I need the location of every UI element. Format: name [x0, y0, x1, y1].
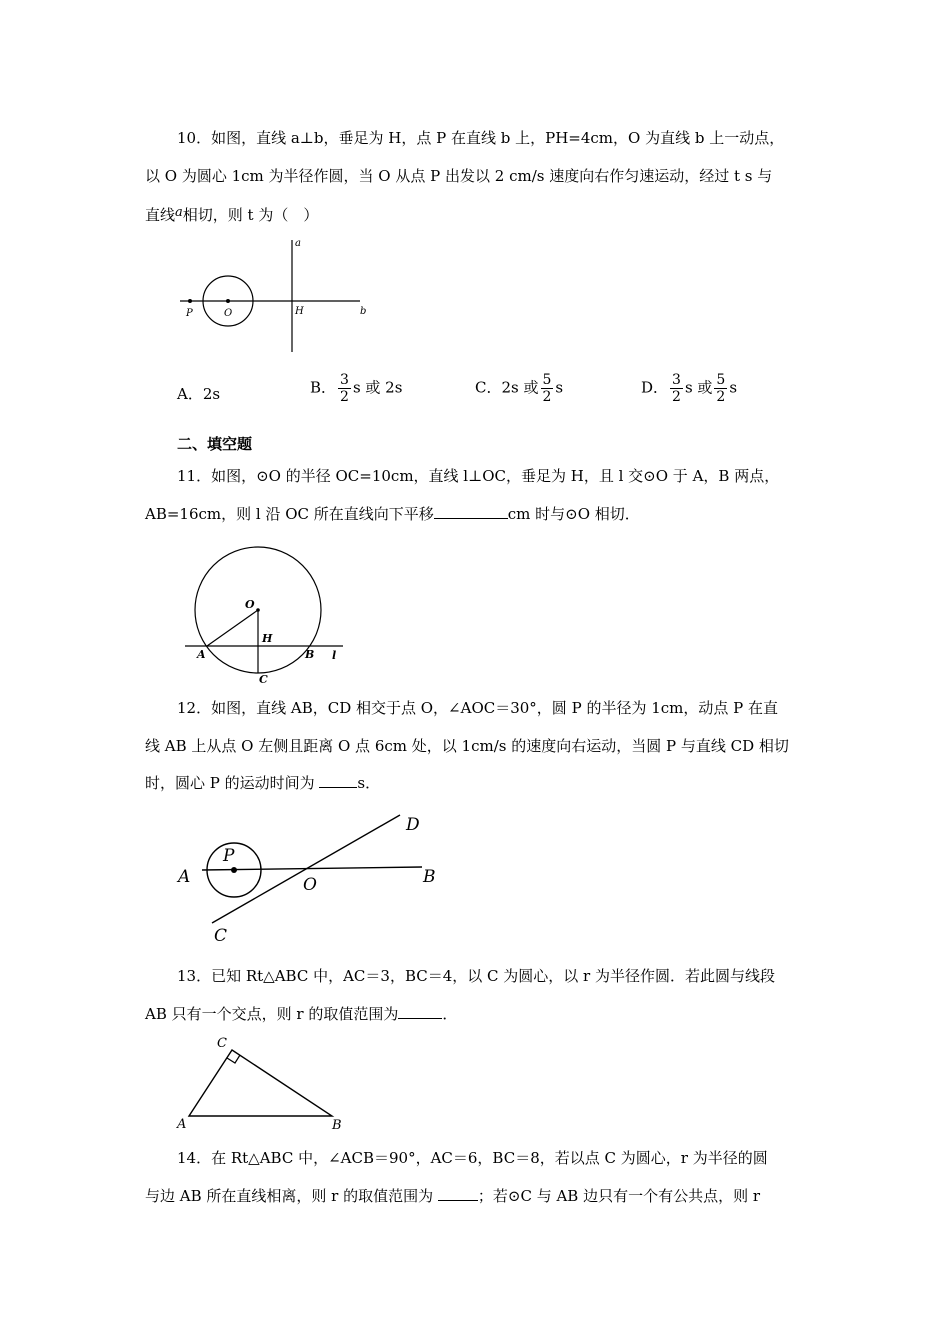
q13-line-2 — [145, 1004, 457, 1024]
q10-option-c-text: s — [555, 378, 564, 397]
q10-line-3-pre: 直线 — [145, 206, 176, 224]
q10-line-3 — [145, 203, 318, 225]
q13-line-1: 13．已知 Rt△ABC 中，AC＝3，BC＝4，以 C 为圆心，以 r 为半径作圆．若此圆与线段 — [177, 967, 775, 985]
q11-label-a: A — [197, 648, 206, 661]
q11-line-2-pre: AB=16cm，则 l 沿 OC 所在直线向下平移 — [145, 505, 434, 523]
q10-label-o: O — [224, 308, 233, 319]
q10-option-b-fraction — [338, 372, 351, 405]
q12-line-1: 12．如图，直线 AB，CD 相交于点 O，∠AOC＝30°，圆 P 的半径为 1cm，动点 P 在直 — [177, 699, 779, 717]
q13-line-2-post: ． — [442, 1005, 458, 1023]
frac-num: 3 — [340, 372, 349, 388]
q10-option-c-label: C．2s 或 — [475, 378, 539, 397]
q10-option-d-fraction-1 — [670, 372, 683, 405]
q11-label-o: O — [245, 598, 255, 611]
q11-figure — [180, 540, 355, 685]
q10-point-p — [188, 299, 192, 303]
q10-figure — [170, 230, 390, 360]
q10-label-p: P — [186, 308, 193, 319]
q14-line-2-pre: 与边 AB 所在直线相离，则 r 的取值范围为 — [145, 1187, 438, 1205]
q11-point-o — [256, 608, 260, 612]
q10-option-c[interactable] — [475, 372, 563, 405]
q10-option-d-label: D． — [641, 378, 669, 397]
q11-segment-oa — [207, 610, 258, 646]
frac-den: 2 — [672, 389, 681, 405]
q14-line-1: 14．在 Rt△ABC 中，∠ACB＝90°，AC＝6，BC＝8，若以点 C 为圆心，r 为半径的圆 — [177, 1149, 768, 1167]
q14-line-2 — [145, 1186, 760, 1206]
q13-line-2-pre: AB 只有一个交点，则 r 的取值范围为 — [145, 1005, 399, 1023]
q11-answer-blank[interactable] — [434, 504, 508, 519]
q10-option-d[interactable] — [641, 372, 737, 405]
q11-line-2 — [145, 504, 640, 524]
q11-label-b: B — [305, 648, 315, 661]
q13-label-c: C — [217, 1036, 227, 1051]
q10-option-a[interactable]: A．2s — [177, 385, 221, 403]
q10-line-2: 以 O 为圆心 1cm 为半径作圆，当 O 从点 P 出发以 2 cm/s 速度向右作匀速运动，经过 t s 与 — [145, 167, 773, 185]
q14-answer-blank-1[interactable] — [438, 1186, 478, 1201]
frac-num: 5 — [716, 372, 726, 388]
frac-num: 5 — [542, 372, 552, 388]
q10-label-b: b — [360, 306, 367, 317]
q13-label-a: A — [177, 1117, 187, 1132]
q10-option-c-fraction — [541, 372, 554, 405]
frac-num: 3 — [672, 372, 681, 388]
q13-figure — [172, 1030, 352, 1135]
q12-label-a: A — [178, 867, 191, 887]
q12-line-3-post: s． — [357, 774, 381, 792]
q13-right-angle-mark — [227, 1055, 240, 1063]
q10-label-a: a — [295, 238, 301, 249]
frac-den: 2 — [542, 389, 552, 405]
q12-label-c: C — [214, 926, 228, 946]
q11-line-2-post: cm 时与⊙O 相切． — [507, 505, 640, 523]
q12-answer-blank[interactable] — [319, 773, 357, 788]
q12-line-3 — [145, 773, 380, 793]
section-heading: 二、填空题 — [177, 435, 253, 453]
q11-line-1: 11．如图，⊙O 的半径 OC=10cm，直线 l⊥OC，垂足为 H，且 l 交⊙O 于 A，B 两点， — [177, 467, 780, 485]
q11-label-c: C — [259, 673, 268, 686]
q10-line-3-a: a — [175, 205, 183, 220]
q11-label-h: H — [262, 632, 273, 645]
q12-point-p — [231, 867, 237, 873]
q12-line-3-pre: 时，圆心 P 的运动时间为 — [145, 774, 320, 792]
q10-option-b-label: B． — [310, 378, 337, 397]
q12-label-b: B — [423, 867, 436, 887]
q13-answer-blank[interactable] — [398, 1004, 442, 1019]
q12-label-p: P — [223, 846, 235, 866]
q12-line-2: 线 AB 上从点 O 左侧且距离 O 点 6cm 处，以 1cm/s 的速度向右运动，当圆 P 与直线 CD 相切 — [145, 737, 789, 755]
q10-option-d-fraction-2 — [714, 372, 727, 405]
q10-option-b-text: s 或 2s — [352, 378, 403, 397]
q13-triangle — [189, 1050, 332, 1116]
q10-point-o — [226, 299, 230, 303]
q10-option-d-text: s — [729, 378, 738, 397]
q12-label-d: D — [406, 815, 420, 835]
q10-option-d-mid: s 或 — [684, 378, 713, 397]
q14-line-2-mid: ；若⊙C 与 AB 边只有一个有公共点，则 r — [477, 1187, 761, 1205]
q11-label-l: l — [332, 649, 337, 662]
q13-label-b: B — [332, 1118, 342, 1133]
q12-figure — [172, 805, 452, 950]
q10-label-h: H — [295, 306, 304, 317]
q10-line-3-post: 相切，则 t 为（ ） — [182, 206, 319, 224]
frac-den: 2 — [716, 389, 726, 405]
q12-label-o: O — [303, 875, 317, 895]
frac-den: 2 — [340, 389, 349, 405]
q10-option-b[interactable] — [310, 372, 402, 405]
q10-line-1: 10．如图，直线 a⊥b，垂足为 H，点 P 在直线 b 上，PH=4cm，O 为直线 b 上一动点， — [177, 129, 785, 147]
